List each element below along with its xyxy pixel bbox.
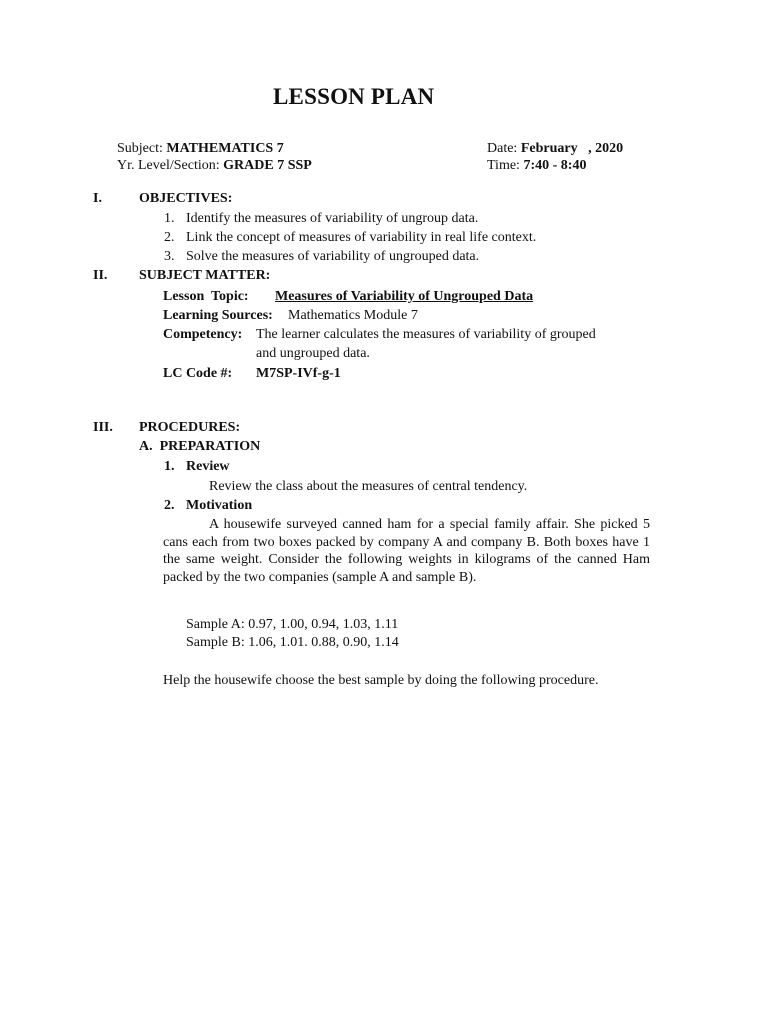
- help-text: Help the housewife choose the best sample by doing the following procedure.: [163, 673, 599, 688]
- procedures-numeral: III.: [93, 420, 113, 435]
- lesson-topic-label: Lesson Topic:: [163, 289, 249, 304]
- lc-code-value: M7SP-IVf-g-1: [256, 366, 341, 381]
- competency-label: Competency:: [163, 327, 243, 342]
- level-value: GRADE 7 SSP: [223, 158, 312, 173]
- learning-sources-value: Mathematics Module 7: [288, 308, 418, 323]
- sample-b: Sample B: 1.06, 1.01. 0.88, 0.90, 1.14: [186, 635, 399, 650]
- procedures-heading: PROCEDURES:: [139, 420, 241, 435]
- review-text: Review the class about the measures of central tendency.: [209, 479, 528, 494]
- preparation-heading: A. PREPARATION: [139, 439, 261, 454]
- date-label: Date:: [487, 141, 518, 156]
- motivation-text: A housewife surveyed canned ham for a special family affair. She picked 5 cans each from two boxes packed by company A and company B. Both boxes have 1 the same weight. Consider the following weights in kilograms of the canned Ham packed by the two companies (sample A and sample B).: [163, 517, 650, 585]
- lesson-topic-value: Measures of Variability of Ungrouped Data: [275, 289, 534, 304]
- time-value: 7:40 - 8:40: [523, 158, 587, 173]
- motivation-paragraph: [163, 516, 650, 586]
- objective-item-2: Link the concept of measures of variability in real life context.: [186, 230, 537, 245]
- sample-a: Sample A: 0.97, 1.00, 0.94, 1.03, 1.11: [186, 617, 399, 632]
- objectives-numeral: I.: [93, 191, 102, 206]
- motivation-num: 2.: [164, 498, 175, 513]
- objective-num-1: 1.: [164, 211, 175, 226]
- objective-num-2: 2.: [164, 230, 175, 245]
- subject-matter-numeral: II.: [93, 268, 108, 283]
- time-label: Time:: [487, 158, 520, 173]
- objective-item-3: Solve the measures of variability of ungrouped data.: [186, 249, 480, 264]
- subject-value: MATHEMATICS 7: [166, 141, 284, 156]
- review-num: 1.: [164, 459, 175, 474]
- motivation-label: Motivation: [186, 498, 253, 513]
- objective-item-1: Identify the measures of variability of ungroup data.: [186, 211, 479, 226]
- subject-label: Subject:: [117, 141, 163, 156]
- lc-code-label: LC Code #:: [163, 366, 233, 381]
- level-line: [117, 158, 312, 174]
- subject-line: [117, 141, 284, 157]
- level-label: Yr. Level/Section:: [117, 158, 220, 173]
- time-line: [487, 158, 586, 174]
- objectives-heading: OBJECTIVES:: [139, 191, 233, 206]
- competency-line-1: The learner calculates the measures of variability of grouped: [256, 327, 596, 342]
- date-line: [487, 141, 623, 157]
- date-value: February , 2020: [520, 141, 624, 156]
- objective-num-3: 3.: [164, 249, 175, 264]
- learning-sources-label: Learning Sources:: [163, 308, 273, 323]
- review-label: Review: [186, 459, 230, 474]
- page-title: LESSON PLAN: [273, 84, 435, 109]
- subject-matter-heading: SUBJECT MATTER:: [139, 268, 271, 283]
- competency-line-2: and ungrouped data.: [256, 346, 370, 361]
